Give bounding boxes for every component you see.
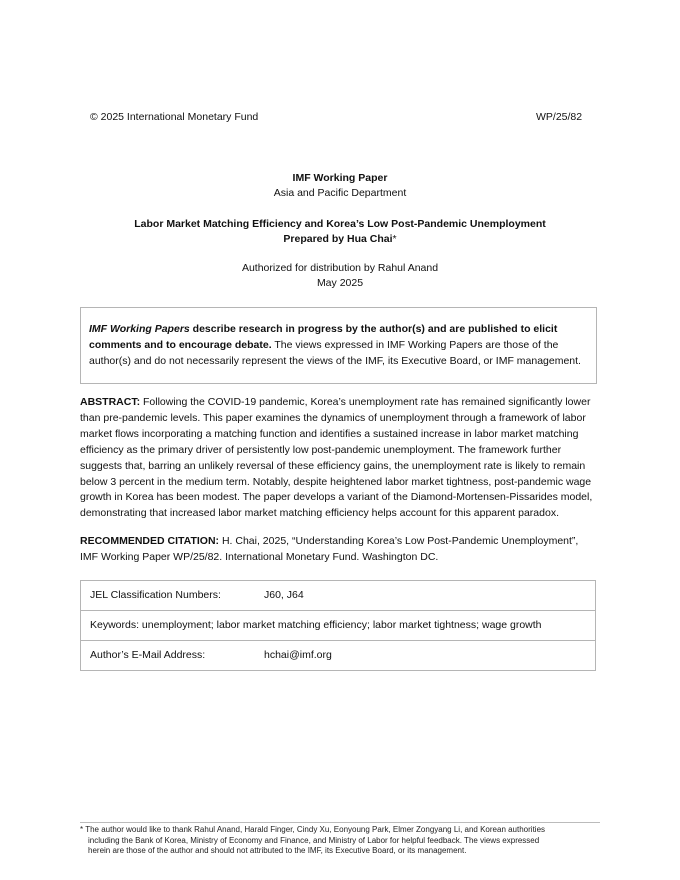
email-row <box>81 641 595 670</box>
citation-label: RECOMMENDED CITATION: <box>80 535 220 547</box>
footnote-divider <box>80 822 600 823</box>
author-footnote <box>80 825 600 857</box>
footnote-line-3: herein are those of the author and should not attributed to the IMF, its Executive Board, or its management. <box>88 846 467 855</box>
prepared-by <box>0 233 680 245</box>
authorized-by: Authorized for distribution by Rahul Anand <box>241 262 439 274</box>
citation-text: H. Chai, 2025, “Understanding Korea’s Low Post-Pandemic Unemployment”, IMF Working Paper WP/25/82. International Monetary Fund. Washington DC. <box>80 535 579 563</box>
abstract <box>80 395 598 522</box>
prepared-by-label: Prepared by Hua Chai <box>283 233 393 245</box>
disclaimer-bold-text: describe research in progress by the author(s) and are published to elicit comments and to encourage debate. <box>89 323 558 351</box>
email-label: Author’s E-Mail Address: <box>90 649 206 661</box>
working-paper-number: WP/25/82 <box>536 111 583 123</box>
series-title: IMF Working Paper <box>292 172 388 184</box>
department: Asia and Pacific Department <box>273 187 407 199</box>
author-email[interactable]: hchai@imf.org <box>264 649 332 661</box>
disclaimer-text: The views expressed in IMF Working Papers are those of the author(s) and do not necessarily represent the views of the IMF, its Executive Board, or IMF management. <box>89 339 581 367</box>
jel-value: J60, J64 <box>264 589 304 601</box>
publication-date: May 2025 <box>316 277 364 289</box>
jel-row <box>81 581 595 611</box>
abstract-text: Following the COVID-19 pandemic, Korea’s unemployment rate has remained significantly lower than pre-pandemic levels. This paper examines the dynamics of unemployment through a framework of labor market flows incorporating a matching function and identifies a sustained increase in labor market matching efficiency as the primary driver of persistently low post-pandemic unemployment. The framework further suggests that, barring an unlikely reversal of these efficiency gains, the unemployment rate is likely to remain below 3 percent in the medium term. Notably, despite heightened labor market tightness, post-pandemic wage growth in Korea has been modest. The paper develops a variant of the Diamond-Mortensen-Pissarides model, demonstrating that increased labor market matching efficiency helps account for this apparent paradox. <box>80 396 593 520</box>
recommended-citation <box>80 533 598 565</box>
keywords-row <box>81 611 595 641</box>
footnote-line-2: including the Bank of Korea, Ministry of Economy and Finance, and Ministry of Labor for helpful feedback. The views expressed <box>88 835 540 845</box>
working-paper-disclaimer <box>80 307 597 384</box>
disclaimer-lead: IMF Working Papers <box>89 323 190 335</box>
jel-label: JEL Classification Numbers: <box>90 589 221 601</box>
keywords: Keywords: unemployment; labor market matching efficiency; labor market tightness; wage growth <box>90 619 542 631</box>
paper-title: Labor Market Matching Efficiency and Korea’s Low Post-Pandemic Unemployment <box>134 218 546 230</box>
author-footnote-mark: * <box>392 233 397 245</box>
copyright-notice: © 2025 International Monetary Fund <box>90 111 259 123</box>
paper-info-table <box>80 580 596 671</box>
footnote-line-1: * The author would like to thank Rahul Anand, Harald Finger, Cindy Xu, Eonyoung Park, Elmer Zongyang Li, and Korean authorities <box>80 825 546 834</box>
abstract-label: ABSTRACT: <box>80 396 141 408</box>
